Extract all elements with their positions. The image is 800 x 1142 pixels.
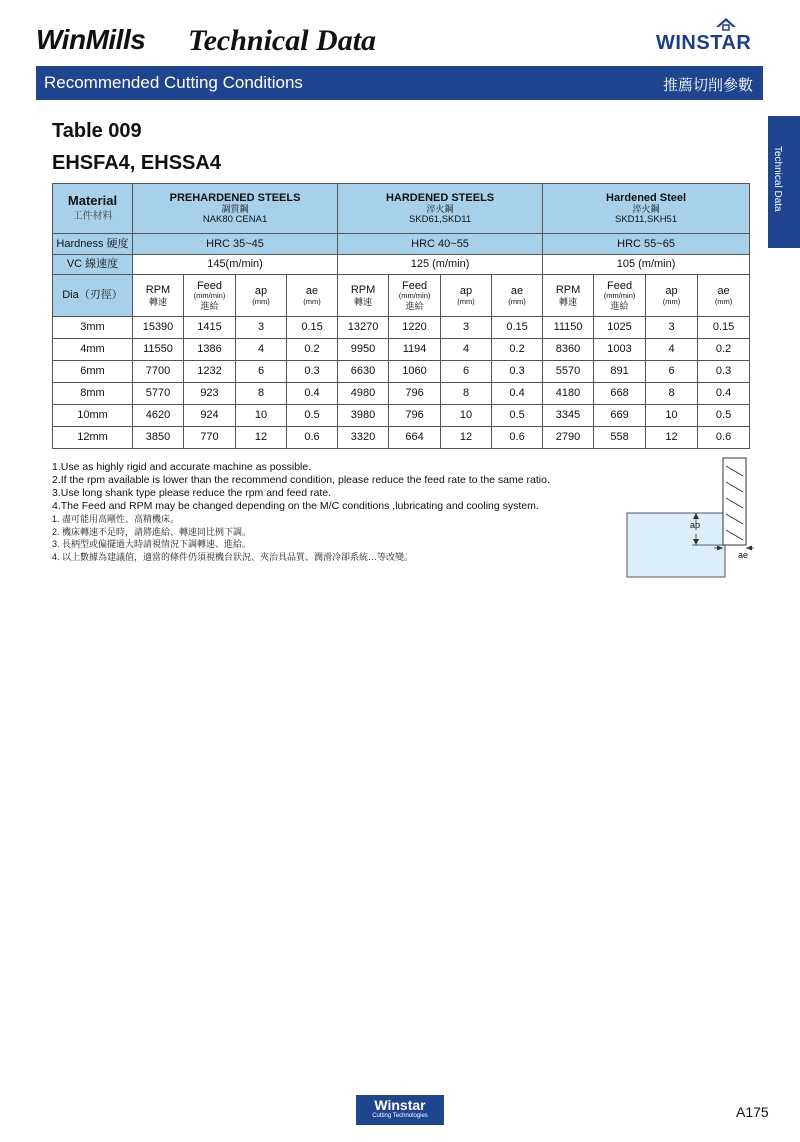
- feed-cell: 558: [594, 427, 646, 449]
- section-banner: [36, 66, 763, 100]
- ae-cell: 0.3: [698, 361, 750, 383]
- rpm-en: RPM: [145, 284, 171, 296]
- ae-cell: 0.3: [287, 361, 338, 383]
- ae-cell: 0.2: [287, 339, 338, 361]
- rpm-cell: 4180: [543, 383, 594, 405]
- ap-cell: 8: [646, 383, 698, 405]
- hardness-value: HRC 40~55: [338, 234, 543, 255]
- feed-cell: 1003: [594, 339, 646, 361]
- rpm-cell: 6630: [338, 361, 389, 383]
- ae-cell: 0.6: [492, 427, 543, 449]
- group-name-zh: 淬火鋼: [426, 204, 454, 215]
- ap-cell: 4: [236, 339, 287, 361]
- group-header-hardened-steel: [543, 184, 750, 234]
- table-row: [53, 383, 750, 405]
- note-zh-item: 2. 機床轉速不足時，請將進給、轉速同比例下調。: [52, 526, 252, 537]
- rpm-header: [133, 275, 184, 317]
- material-header: [53, 184, 133, 234]
- feed-cell: 796: [389, 405, 441, 427]
- feed-cell: 1386: [184, 339, 236, 361]
- table-row: [53, 427, 750, 449]
- dia-cell: 3mm: [53, 317, 133, 339]
- group-name-zh: 調質鋼: [221, 204, 249, 215]
- ap-en: ap: [459, 284, 473, 297]
- group-name-en: HARDENED STEELS: [385, 191, 495, 204]
- ap-cell: 3: [646, 317, 698, 339]
- rpm-cell: 4980: [338, 383, 389, 405]
- ap-cell: 4: [646, 339, 698, 361]
- hardness-label: Hardness 硬度: [53, 234, 133, 255]
- ae-cell: 0.4: [287, 383, 338, 405]
- rpm-cell: 5770: [133, 383, 184, 405]
- material-label-zh: 工件材料: [72, 211, 113, 223]
- ae-en: ae: [305, 284, 319, 297]
- note-en-item: 2.If the rpm available is lower than the recommend condition, please reduce the feed rate to the same ratio.: [52, 474, 550, 486]
- note-en-item: 1.Use as highly rigid and accurate machine as possible.: [52, 461, 312, 473]
- feed-cell: 668: [594, 383, 646, 405]
- ae-en: ae: [717, 284, 730, 297]
- side-tab-technical-data[interactable]: [768, 116, 800, 248]
- dia-label: Dia（刃徑）: [53, 275, 133, 317]
- feed-zh: 進給: [610, 300, 629, 311]
- notes-en: [52, 461, 612, 513]
- feed-cell: 796: [389, 383, 441, 405]
- ap-cell: 3: [441, 317, 492, 339]
- rpm-zh: 轉速: [354, 296, 373, 307]
- ap-cell: 10: [236, 405, 287, 427]
- ap-cell: 10: [646, 405, 698, 427]
- vc-value: 125 (m/min): [338, 255, 543, 275]
- note-zh-item: 3. 長柄型或偏擺過大時請視情況下調轉速、進給。: [52, 539, 252, 549]
- feed-header: [184, 275, 236, 317]
- model-title: EHSFA4, EHSSA4: [52, 152, 221, 174]
- ap-cell: 6: [646, 361, 698, 383]
- note-en-item: 3.Use long shank type please reduce the rpm and feed rate.: [52, 487, 332, 499]
- rpm-cell: 13270: [338, 317, 389, 339]
- ae-unit: (mm): [508, 296, 526, 306]
- note-en-item: 4.The Feed and RPM may be changed depending on the M/C conditions ,lubricating and cooling system.: [52, 500, 539, 512]
- winstar-logo-text: WINSTAR: [656, 32, 752, 54]
- side-tab-label: Technical Data: [772, 146, 783, 212]
- rpm-cell: 11550: [133, 339, 184, 361]
- ae-cell: 0.4: [492, 383, 543, 405]
- group-name-en: PREHARDENED STEELS: [169, 191, 301, 204]
- ae-cell: 0.5: [492, 405, 543, 427]
- table-number: Table 009: [52, 120, 142, 142]
- ap-cell: 6: [441, 361, 492, 383]
- rpm-cell: 2790: [543, 427, 594, 449]
- table-body: [53, 317, 750, 449]
- dia-cell: 4mm: [53, 339, 133, 361]
- ap-cell: 10: [441, 405, 492, 427]
- dia-cell: 8mm: [53, 383, 133, 405]
- hardness-value: HRC 55~65: [543, 234, 750, 255]
- note-zh-item: 1. 盡可能用高剛性、高精機床。: [52, 514, 180, 524]
- rpm-cell: 5570: [543, 361, 594, 383]
- table-row: [53, 339, 750, 361]
- rpm-cell: 3850: [133, 427, 184, 449]
- feed-unit: (mm/min): [398, 291, 431, 301]
- sub-header-row: [53, 275, 750, 317]
- dia-cell: 10mm: [53, 405, 133, 427]
- vc-value: 105 (m/min): [543, 255, 750, 275]
- cutting-conditions-table: [52, 183, 750, 449]
- ae-header: [492, 275, 543, 317]
- rpm-en: RPM: [555, 284, 581, 296]
- feed-cell: 1025: [594, 317, 646, 339]
- feed-cell: 1194: [389, 339, 441, 361]
- ap-unit: (mm): [252, 296, 270, 306]
- ae-cell: 0.15: [287, 317, 338, 339]
- material-label-en: Material: [67, 193, 118, 209]
- dia-cell: 6mm: [53, 361, 133, 383]
- group-header-hardened: [338, 184, 543, 234]
- footer-logo-sub: Cutting Technologies: [372, 1113, 428, 1119]
- feed-zh: 進給: [405, 300, 424, 311]
- feed-header: [594, 275, 646, 317]
- rpm-cell: 4620: [133, 405, 184, 427]
- ae-cell: 0.3: [492, 361, 543, 383]
- page-title: Technical Data: [188, 24, 377, 57]
- group-codes: SKD11,SKH51: [614, 213, 678, 225]
- rpm-en: RPM: [350, 284, 376, 296]
- feed-cell: 891: [594, 361, 646, 383]
- ae-en: ae: [510, 284, 524, 297]
- notes-zh: [52, 513, 612, 563]
- ae-cell: 0.15: [698, 317, 750, 339]
- rpm-cell: 15390: [133, 317, 184, 339]
- rpm-zh: 轉速: [148, 296, 167, 307]
- feed-en: Feed: [402, 279, 428, 292]
- group-name-en: Hardened Steel: [606, 191, 687, 204]
- ap-cell: 8: [441, 383, 492, 405]
- winstar-logo: [656, 18, 764, 56]
- ae-cell: 0.5: [287, 405, 338, 427]
- ap-cell: 12: [441, 427, 492, 449]
- banner-title-zh: 推薦切削參數: [662, 77, 753, 94]
- feed-cell: 664: [389, 427, 441, 449]
- winmills-brand: WinMills: [36, 24, 146, 55]
- vc-value: 145(m/min): [133, 255, 338, 275]
- ae-cell: 0.4: [698, 383, 750, 405]
- rpm-cell: 3345: [543, 405, 594, 427]
- ap-cell: 6: [236, 361, 287, 383]
- feed-cell: 1415: [184, 317, 236, 339]
- ap-cell: 4: [441, 339, 492, 361]
- feed-header: [389, 275, 441, 317]
- feed-cell: 770: [184, 427, 236, 449]
- ap-unit: (mm): [457, 296, 475, 306]
- rpm-cell: 9950: [338, 339, 389, 361]
- vc-label: VC 線速度: [53, 255, 133, 275]
- ae-unit: (mm): [303, 296, 321, 306]
- ae-header: [287, 275, 338, 317]
- rpm-zh: 轉速: [559, 296, 578, 307]
- note-zh-item: 4. 以上數據為建議值，適當的條件仍須視機台狀況、夾治具品質、潤滑冷卻系統…等改變。: [52, 551, 414, 562]
- ae-cell: 0.6: [698, 427, 750, 449]
- feed-cell: 1060: [389, 361, 441, 383]
- feed-zh: 進給: [200, 300, 219, 311]
- feed-en: Feed: [196, 279, 223, 292]
- ap-ae-diagram: [626, 456, 756, 580]
- feed-cell: 923: [184, 383, 236, 405]
- ap-header: [646, 275, 698, 317]
- footer-logo-text: Winstar: [374, 1097, 426, 1113]
- ap-header: [236, 275, 287, 317]
- group-codes: NAK80 CENA1: [202, 213, 268, 225]
- ap-en: ap: [665, 284, 678, 297]
- rpm-header: [543, 275, 594, 317]
- group-name-zh: 淬火鋼: [632, 204, 660, 215]
- ap-cell: 12: [236, 427, 287, 449]
- ae-cell: 0.15: [492, 317, 543, 339]
- rpm-cell: 11150: [543, 317, 594, 339]
- ae-cell: 0.5: [698, 405, 750, 427]
- ap-cell: 12: [646, 427, 698, 449]
- group-codes: SKD61,SKD11: [408, 213, 472, 225]
- feed-unit: (mm/min): [603, 291, 636, 301]
- ap-header: [441, 275, 492, 317]
- table-row: [53, 361, 750, 383]
- rpm-cell: 7700: [133, 361, 184, 383]
- ae-unit: (mm): [714, 296, 733, 306]
- feed-cell: 669: [594, 405, 646, 427]
- ae-header: [698, 275, 750, 317]
- table-row: [53, 405, 750, 427]
- notes-section: [52, 461, 612, 563]
- feed-cell: 1220: [389, 317, 441, 339]
- rpm-header: [338, 275, 389, 317]
- rpm-cell: 3320: [338, 427, 389, 449]
- feed-cell: 1232: [184, 361, 236, 383]
- footer-winstar-logo: [356, 1095, 444, 1125]
- feed-cell: 924: [184, 405, 236, 427]
- rpm-cell: 8360: [543, 339, 594, 361]
- feed-en: Feed: [607, 279, 633, 292]
- feed-unit: (mm/min): [193, 291, 226, 301]
- dia-cell: 12mm: [53, 427, 133, 449]
- page-number: A175: [736, 1104, 769, 1120]
- ap-label: ap: [690, 520, 701, 530]
- table-row: [53, 317, 750, 339]
- hardness-value: HRC 35~45: [133, 234, 338, 255]
- ap-en: ap: [254, 284, 268, 297]
- rpm-cell: 3980: [338, 405, 389, 427]
- ae-cell: 0.2: [698, 339, 750, 361]
- ae-label: ae: [738, 550, 749, 560]
- ap-cell: 3: [236, 317, 287, 339]
- ap-cell: 8: [236, 383, 287, 405]
- ae-cell: 0.6: [287, 427, 338, 449]
- group-header-prehardened: [133, 184, 338, 234]
- ap-unit: (mm): [662, 296, 681, 306]
- ae-cell: 0.2: [492, 339, 543, 361]
- banner-title-en: Recommended Cutting Conditions: [44, 73, 303, 92]
